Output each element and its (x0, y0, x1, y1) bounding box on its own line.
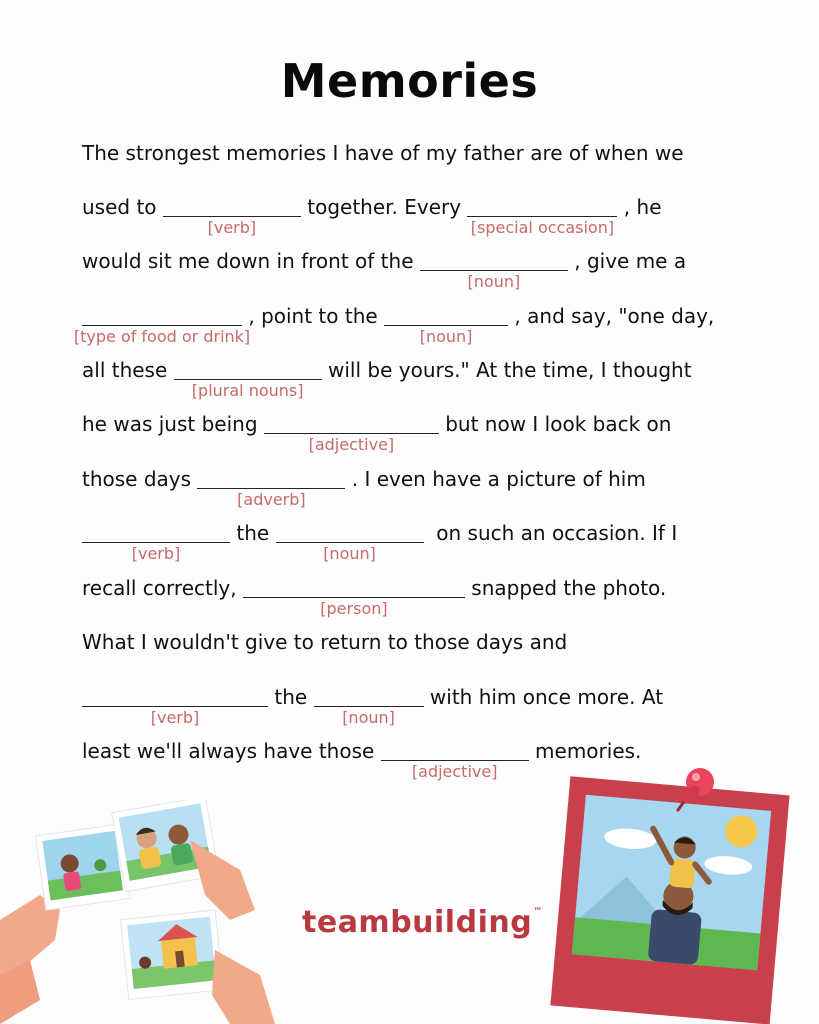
fill-in-blank[interactable] (163, 194, 301, 237)
blank-hint-label: [plural nouns] (191, 381, 304, 400)
fill-in-blank[interactable] (243, 575, 465, 618)
blank-hint-label: [special occasion] (470, 218, 615, 237)
story-text: used to (82, 195, 163, 219)
fill-in-blank[interactable] (381, 738, 529, 781)
blank-hint-label: [type of food or drink] (73, 327, 251, 346)
blank-hint-label: [adjective] (308, 435, 395, 454)
blank-hint-label: [person] (320, 599, 388, 618)
story-text: , he (617, 195, 662, 219)
story-line (82, 466, 646, 509)
story-text: all these (82, 358, 174, 382)
fill-in-blank[interactable] (384, 303, 508, 346)
brand-logo (302, 905, 543, 940)
story-line (82, 140, 684, 166)
fill-in-blank[interactable] (82, 520, 230, 563)
story-text: , point to the (242, 304, 385, 328)
story-text: recall correctly, (82, 576, 243, 600)
push-pin-icon (668, 760, 728, 820)
story-text: with him once more. At (423, 685, 664, 709)
fill-in-blank[interactable] (420, 248, 568, 291)
story-line (82, 248, 687, 291)
blank-hint-label: [adjective] (411, 762, 498, 781)
story-line (73, 303, 715, 346)
story-line (82, 520, 678, 563)
fill-in-blank[interactable] (264, 411, 439, 454)
hands-holding-photos-illustration (0, 800, 300, 1024)
story-text: the (230, 521, 276, 545)
blank-hint-label: [noun] (419, 327, 473, 346)
blank-hint-label: [noun] (467, 272, 521, 291)
blank-hint-label: [verb] (150, 708, 200, 727)
story-line (82, 684, 664, 727)
fill-in-blank[interactable] (467, 194, 617, 237)
story-text: least we'll always have those (82, 739, 381, 763)
story-text: will be yours." At the time, I thought (321, 358, 692, 382)
story-text: would sit me down in front of the (82, 249, 420, 273)
trademark-mark: ™ (533, 907, 543, 917)
story-text: The strongest memories I have of my father are of when we (82, 141, 684, 165)
page-title: Memories (280, 54, 539, 108)
story-text: he was just being (82, 412, 264, 436)
story-line (82, 629, 567, 655)
story-text: . I even have a picture of him (345, 467, 646, 491)
fill-in-blank[interactable] (73, 303, 251, 346)
fill-in-blank[interactable] (174, 357, 322, 400)
story-line (82, 194, 662, 237)
story-line (82, 411, 672, 454)
fill-in-blank[interactable] (314, 684, 424, 727)
fill-in-blank[interactable] (276, 520, 424, 563)
blank-hint-label: [noun] (323, 544, 376, 563)
story-text: together. Every (300, 195, 468, 219)
story-text: , give me a (567, 249, 687, 273)
story-text: What I wouldn't give to return to those days and (82, 630, 568, 654)
story-line (82, 575, 667, 618)
fill-in-blank[interactable] (197, 466, 345, 509)
story-text: those days (82, 467, 198, 491)
story-text: , and say, "one day, (508, 304, 715, 328)
story-text: snapped the photo. (464, 576, 667, 600)
blank-hint-label: [adverb] (237, 490, 306, 509)
story-text: memories. (528, 739, 642, 763)
story-text: the (268, 685, 314, 709)
story-text: but now I look back on (438, 412, 672, 436)
fill-in-blank[interactable] (82, 684, 268, 727)
blank-hint-label: [verb] (131, 544, 181, 563)
story-text: on such an occasion. If I (423, 521, 678, 545)
brand-name: teambuilding (302, 905, 533, 940)
blank-hint-label: [noun] (342, 708, 395, 727)
blank-hint-label: [verb] (207, 218, 257, 237)
story-line (82, 357, 692, 400)
